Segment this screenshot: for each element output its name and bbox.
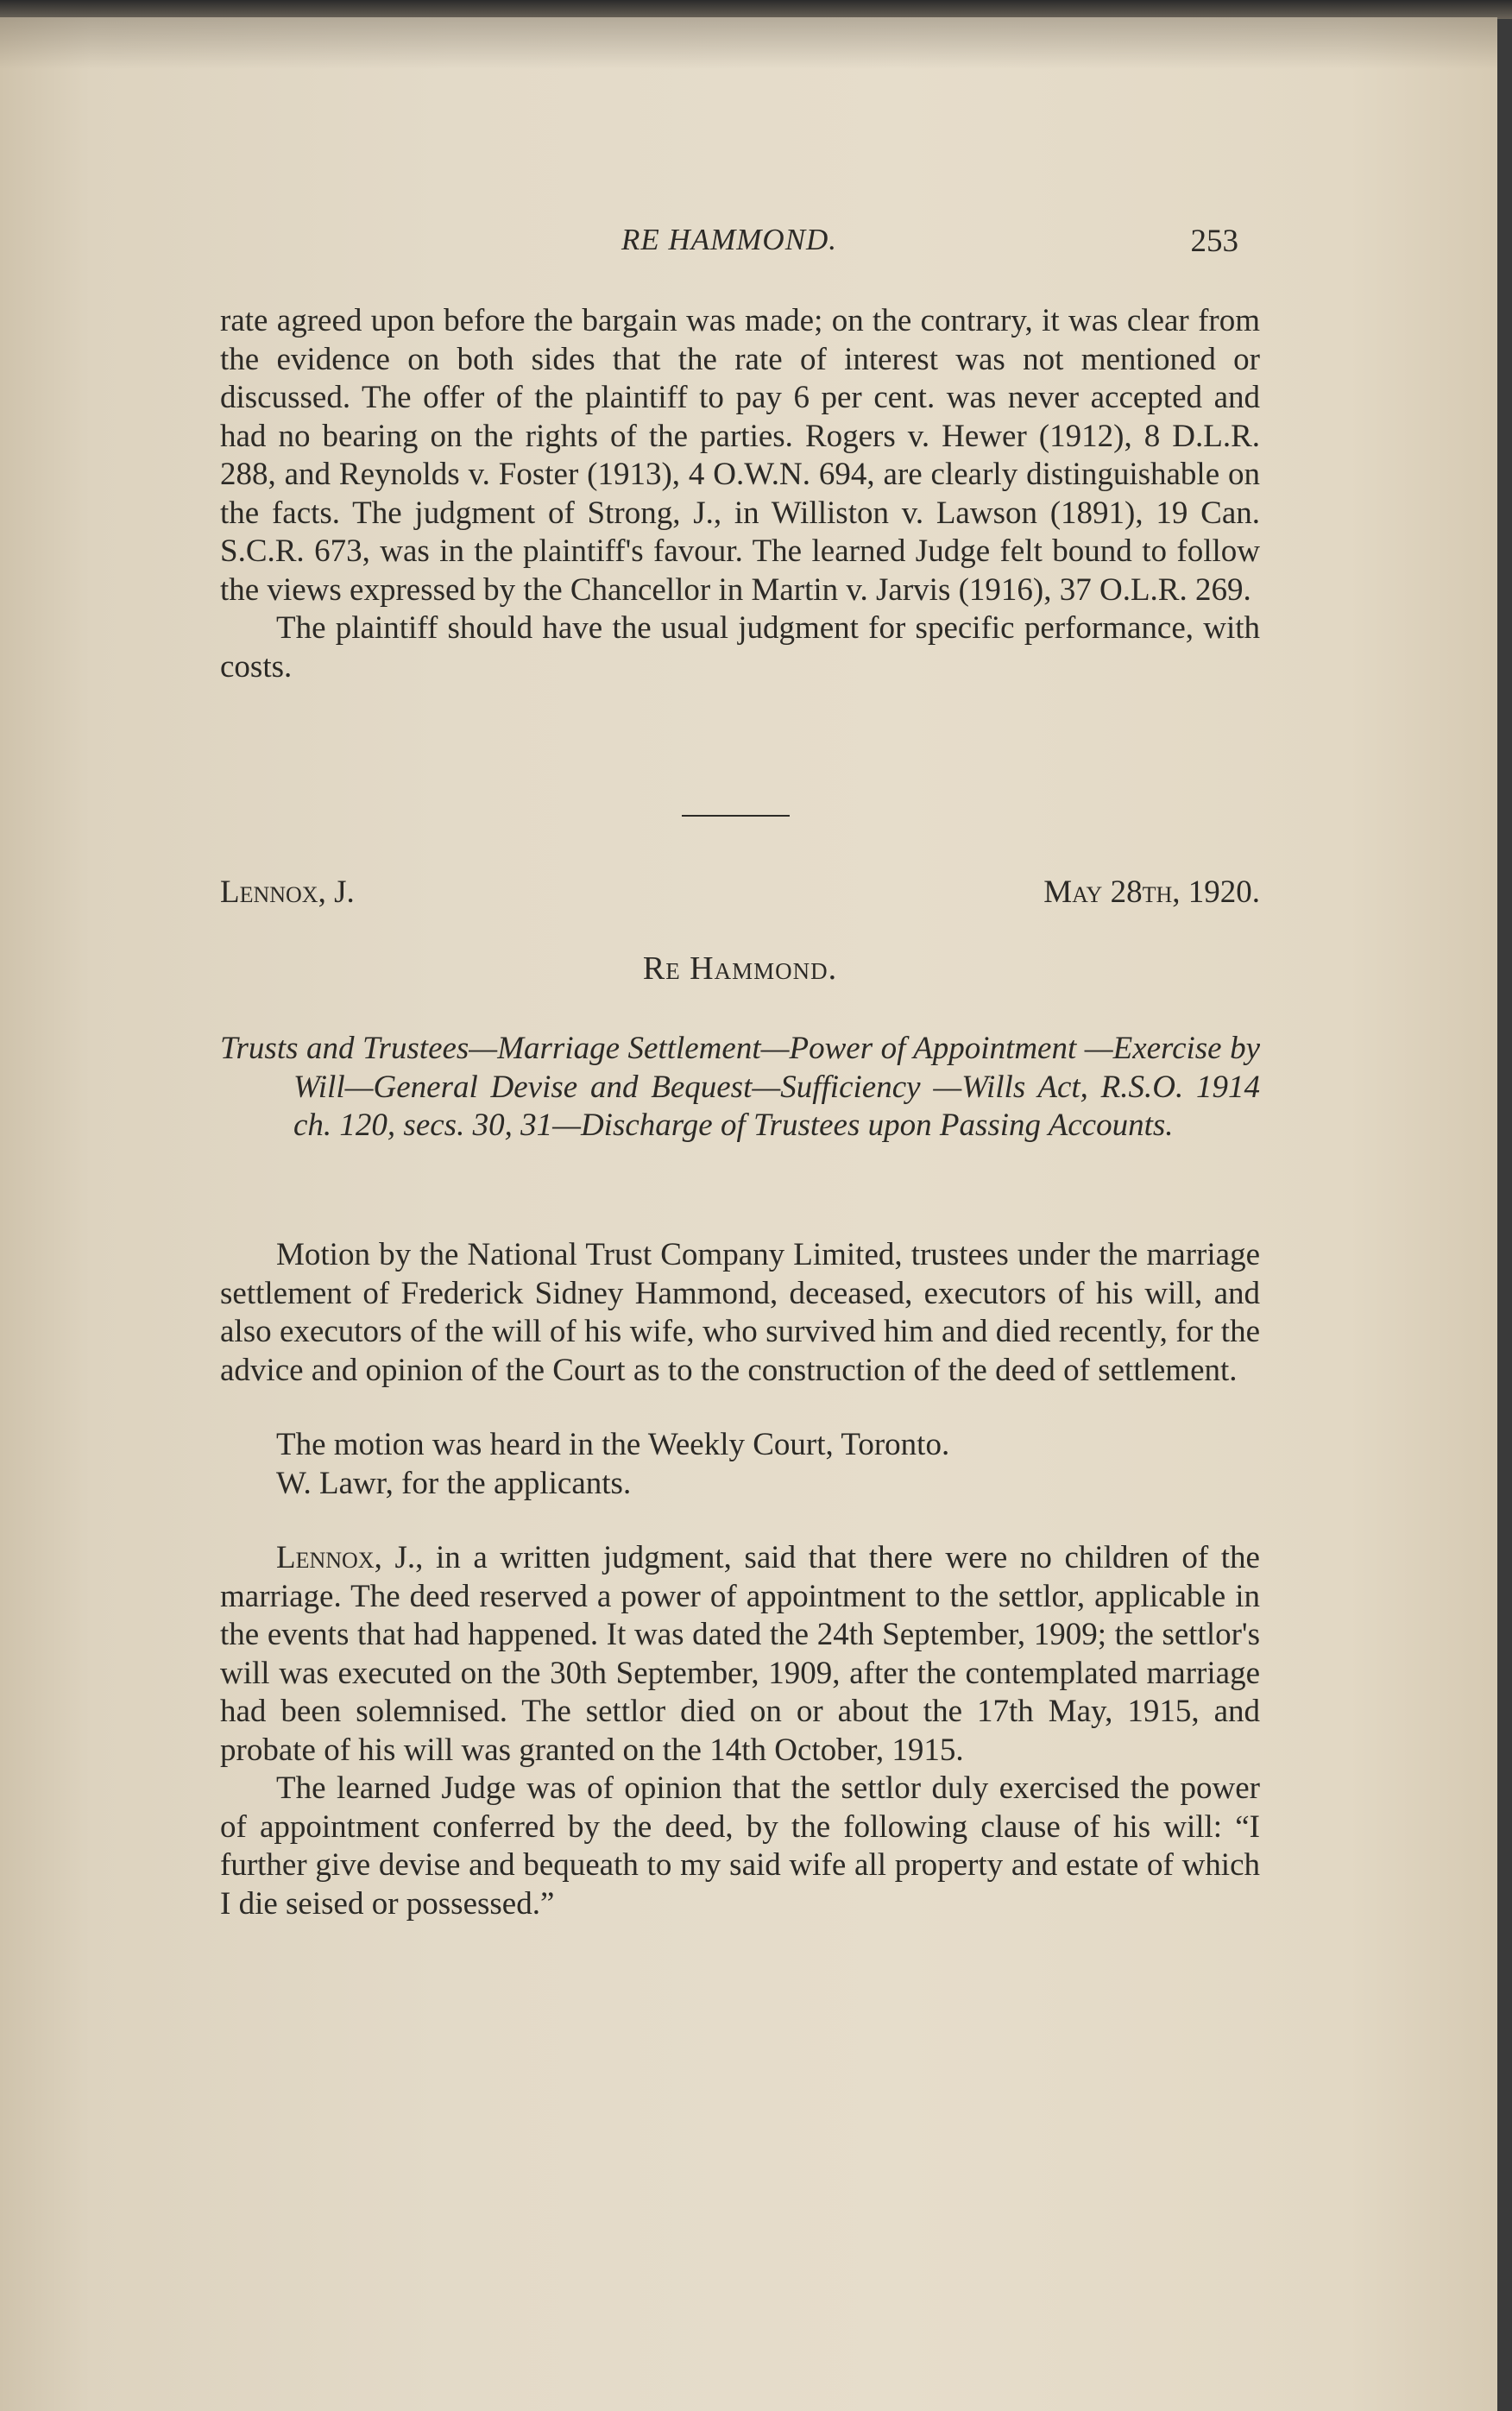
continued-text (220, 302, 1260, 686)
section-divider (682, 815, 790, 817)
continued-paragraph-2: The plaintiff should have the usual judgment for specific performance, with costs. (220, 610, 1260, 685)
judge-name: Lennox, J. (220, 874, 355, 910)
judgment-paragraph-1-text: , in a written judgment, said that there were no children of the marriage. The deed reserved a power of appointment to the settlor, applicable in the events that had happened. It was dated the 24th September, 1909; the settlor's will was executed on the 30th September, 1909, after the contemplated marriage had been solemnised. The settlor died on or about the 17th May, 1915, and probate of his will was granted on the 14th October, 1915. (220, 1540, 1260, 1768)
judgment-judge-name: Lennox, J. (276, 1540, 416, 1575)
decision-date: May 28th, 1920. (1043, 874, 1260, 910)
motion-paragraph: Motion by the National Trust Company Limited, trustees under the marriage settlement of Frederick Sidney Hammond, deceased, executors of his will, and also executors of the will of his wife, who survived him and died recently, for the advice and opinion of the Court as to the construction of the deed of settlement. (220, 1237, 1260, 1388)
heard-paragraph: The motion was heard in the Weekly Court, Toronto. (276, 1427, 950, 1462)
judgment-paragraph-2: The learned Judge was of opinion that the settlor duly exercised the power of appointment conferred by the deed, by the following clause of his will: “I further give devise and bequeath to my said wife all property and estate of which I die seised or possessed.” (220, 1770, 1260, 1922)
headnote: Trusts and Trustees—Marriage Settlement—Power of Appointment —Exercise by Will—General Devise and Bequest—Sufficiency —Wills Act, R.S.O. 1914 ch. 120, secs. 30, 31—Discharge of Trustees upon Passing Accounts. (220, 1031, 1260, 1143)
page-header (220, 223, 1238, 266)
judgment-paragraph-1 (220, 1539, 1260, 1770)
page-top-edge (0, 0, 1512, 19)
continued-paragraph-1: rate agreed upon before the bargain was made; on the contrary, it was clear from the evidence on both sides that the rate of interest was not mentioned or discussed. The offer of the plaintiff to pay 6 per cent. was never accepted and had no bearing on the rights of the parties. Rogers v. Hewer (1912), 8 D.L.R. 288, and Reynolds v. Foster (1913), 4 O.W.N. 694, are clearly distinguishable on the facts. The judgment of Strong, J., in Williston v. Lawson (1891), 19 Can. S.C.R. 673, was in the plaintiff's favour. The learned Judge felt bound to follow the views expressed by the Chancellor in Martin v. Jarvis (1916), 37 O.L.R. 269. (220, 303, 1260, 608)
book-page (0, 17, 1497, 2411)
page-number: 253 (1190, 224, 1238, 259)
case-title: Re Hammond. (642, 950, 838, 987)
case-body (220, 1236, 1260, 1923)
running-head: RE HAMMOND. (621, 223, 838, 256)
counsel-paragraph: W. Lawr, for the applicants. (276, 1465, 632, 1501)
